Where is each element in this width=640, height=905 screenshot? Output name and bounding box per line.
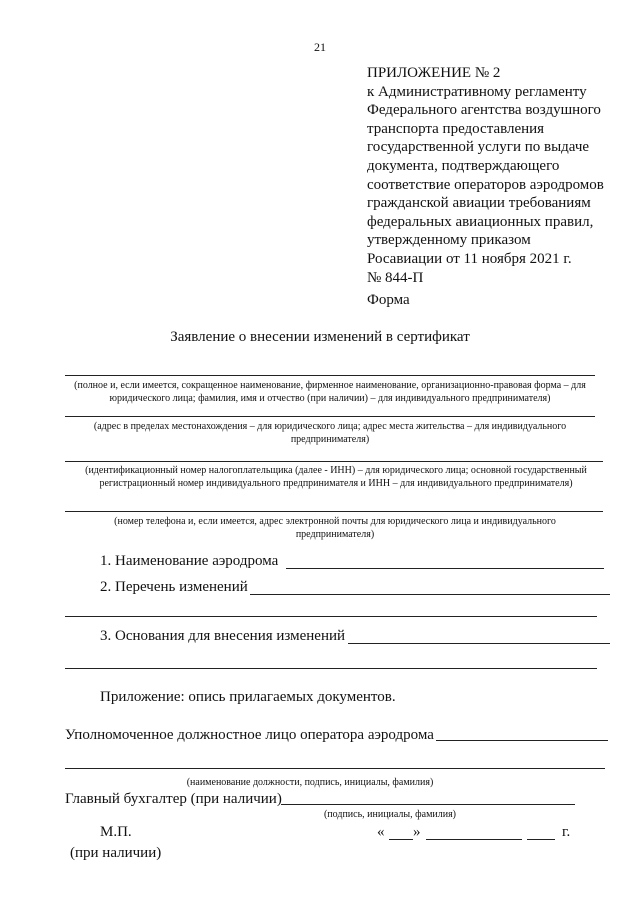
attachment-note: Приложение: опись прилагаемых документов.: [100, 689, 396, 705]
authorized-signature-line[interactable]: [65, 768, 605, 769]
appendix-line: государственной услуги по выдаче: [367, 139, 590, 156]
appendix-header: [367, 64, 604, 287]
applicant-address-line[interactable]: [65, 416, 595, 417]
chief-accountant-field[interactable]: [281, 804, 575, 805]
chief-accountant-label: Главный бухгалтер (при наличии): [65, 791, 282, 807]
appendix-line: к Административному регламенту: [367, 83, 587, 100]
change-basis-field-continued[interactable]: [65, 668, 597, 669]
appendix-line: документа, подтверждающего: [367, 157, 560, 174]
aerodrome-name-label: 1. Наименование аэродрома: [100, 553, 279, 569]
appendix-line: утвержденному приказом: [367, 232, 531, 249]
aerodrome-name-field[interactable]: [286, 568, 604, 569]
changes-list-label: 2. Перечень изменений: [100, 579, 248, 595]
contacts-caption: (номер телефона и, если имеется, адрес электронной почты для юридического лица и индивидуального предпринимателя): [114, 516, 556, 540]
date-day-field[interactable]: [389, 839, 413, 840]
date-month-field[interactable]: [426, 839, 522, 840]
changes-list-field[interactable]: [250, 594, 610, 595]
stamp-note: (при наличии): [70, 845, 162, 861]
form-title: Заявление о внесении изменений в сертификат: [170, 329, 470, 345]
inn-caption: (идентификационный номер налогоплательщика (далее - ИНН) – для юридического лица; основной государственный регистрационный номер индивидуального предпринимателя и ИНН – для индивидуального предпринимателя): [85, 465, 587, 489]
stamp-label: М.П.: [100, 824, 132, 840]
appendix-line: Росавиации от 11 ноября 2021 г.: [367, 250, 572, 267]
applicant-address-caption: (адрес в пределах местонахождения – для юридического лица; адрес места жительства – для индивидуального предпринимателя): [93, 421, 567, 445]
appendix-line: федеральных авиационных правил,: [367, 213, 594, 230]
appendix-line: соответствие операторов аэродромов: [367, 176, 604, 193]
form-label: Форма: [367, 292, 410, 308]
chief-accountant-caption: (подпись, инициалы, фамилия): [323, 809, 457, 820]
inn-line[interactable]: [65, 461, 603, 462]
date-close-quote: »: [413, 824, 421, 840]
appendix-line: ПРИЛОЖЕНИЕ № 2: [367, 65, 501, 81]
date-year-suffix: г.: [562, 824, 571, 840]
appendix-line: гражданской авиации требованиям: [367, 195, 591, 212]
authorized-person-label: Уполномоченное должностное лицо оператора аэродрома: [65, 727, 434, 743]
authorized-person-field[interactable]: [436, 740, 608, 741]
authorized-caption: (наименование должности, подпись, инициалы, фамилия): [186, 777, 434, 788]
date-year-field[interactable]: [527, 839, 555, 840]
appendix-line: транспорта предоставления: [367, 120, 545, 137]
appendix-line: № 844-П: [367, 269, 424, 286]
page-number: 21: [314, 40, 326, 54]
changes-list-field-continued[interactable]: [65, 616, 597, 617]
contacts-line[interactable]: [65, 511, 603, 512]
applicant-name-line[interactable]: [65, 375, 595, 376]
appendix-line: Федерального агентства воздушного: [367, 102, 601, 119]
date-open-quote: «: [377, 824, 385, 840]
applicant-name-caption: (полное и, если имеется, сокращенное наименование, фирменное наименование, организационно-правовая форма – для юридического лица; фамилия, имя и отчество (при наличии) – для индивидуального предпринимателя): [74, 380, 586, 404]
change-basis-field[interactable]: [348, 643, 610, 644]
change-basis-label: 3. Основания для внесения изменений: [100, 628, 346, 644]
